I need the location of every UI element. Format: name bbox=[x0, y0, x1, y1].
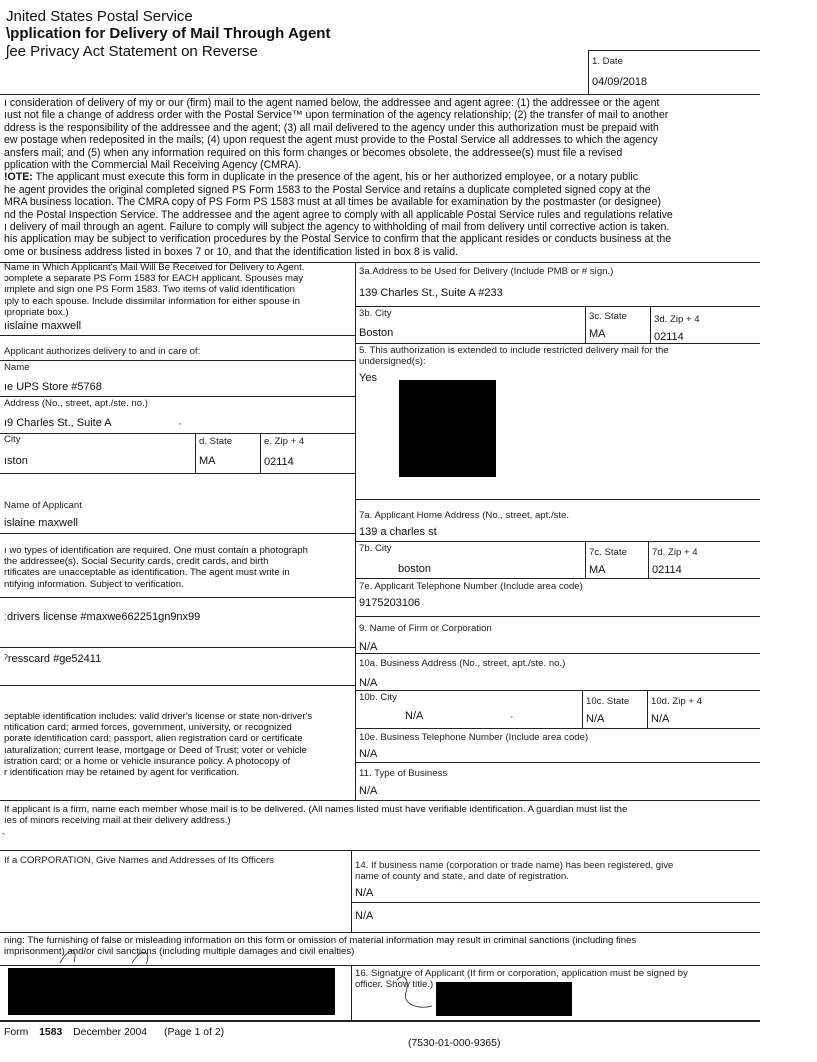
box5-label-line2: undersigned(s): bbox=[359, 356, 426, 367]
agent-zip-label: e. Zip + 4 bbox=[264, 436, 305, 447]
box10b-label: 10b. City bbox=[359, 692, 397, 703]
agent-name-field[interactable]: ıe UPS Store #5768 bbox=[4, 381, 102, 393]
business-zip-field[interactable]: N/A bbox=[651, 713, 670, 725]
box2-instructions: Name in Which Applicant's Mail Will Be Received for Delivery to Agent. ɔomplete a separate PS Form 1583 for EACH applicant. Spouses may ımplete and sign one PS Form 1583. Two items of valid identification ıply to each spouse. Include dissimilar information for either spouse in ıpropriate box.) bbox=[4, 262, 305, 318]
stray-dot: · bbox=[510, 711, 514, 723]
date-field[interactable]: 04/09/2018 bbox=[592, 76, 648, 88]
business-address-field[interactable]: N/A bbox=[359, 677, 378, 689]
agent-state-label: d. State bbox=[199, 436, 233, 447]
home-city-field[interactable]: boston bbox=[398, 563, 432, 575]
box3d-label: 3d. Zip + 4 bbox=[654, 314, 700, 325]
form-title: \pplication for Delivery of Mail Through Agent bbox=[6, 25, 331, 42]
id-instructions: ı wo types of identification are required. One must contain a photograph the addressee(s). Social Security cards, credit cards, and birth rtificates are unacceptable as identification. The agent must write in ntifying information. Subject to verification. bbox=[4, 545, 308, 590]
box14-label-line1: 14. If business name (corporation or trade name) has been registered, give bbox=[355, 860, 674, 871]
note-label: !OTE: bbox=[4, 171, 33, 184]
box12-text: If applicant is a firm, name each member whose mail is to be delivered. (All names listed must have verifiable identification. A guardian must list the ıes of minors receiving mail at their delivery address.) bbox=[4, 804, 628, 827]
box13-label: If a CORPORATION, Give Names and Addresses of Its Officers bbox=[4, 855, 274, 866]
delivery-address-field[interactable]: 139 Charles St., Suite A #233 bbox=[359, 287, 503, 299]
delivery-zip-field[interactable]: 02114 bbox=[654, 331, 684, 343]
box7c-label: 7c. State bbox=[589, 547, 627, 558]
agent-zip-field[interactable]: 02114 bbox=[264, 456, 294, 468]
business-state-field[interactable]: N/A bbox=[586, 713, 605, 725]
business-type-field[interactable]: N/A bbox=[359, 785, 378, 797]
box5-label-line1: 5. This authorization is extended to include restricted delivery mail for the bbox=[359, 345, 669, 356]
box3b-label: 3b. City bbox=[359, 308, 392, 319]
box7a-label: 7a. Applicant Home Address (No., street, apt./ste. bbox=[359, 510, 570, 521]
registration-field[interactable]: N/A bbox=[355, 887, 374, 899]
agent-city-label: City bbox=[4, 434, 21, 445]
box9-label: 9. Name of Firm or Corporation bbox=[359, 623, 492, 634]
box16-label-line1: 16. Signature of Applicant (If firm or corporation, application must be signed by bbox=[355, 968, 688, 979]
date-label: 1. Date bbox=[592, 56, 623, 67]
business-city-field[interactable]: N/A bbox=[405, 710, 424, 722]
acceptable-id-text: ɔeptable identification includes: valid driver's license or state non-driver's ntification card; armed forces, government, university, or recognized porate identification card; passport, alien registration card or certificate ıaturalization; current lease, mortgage or Deed of Trust; voter or vehicle istration card; or a home or vehicle insurance policy. A photocopy of r identification may be retained by agent for verification. bbox=[4, 711, 313, 779]
id2-field[interactable]: ˀresscard #ge52411 bbox=[4, 653, 102, 665]
restricted-delivery-field[interactable]: Yes bbox=[359, 372, 377, 384]
home-address-field[interactable]: 139 a charles st bbox=[359, 526, 437, 538]
intro-paragraph: ı consideration of delivery of my or our (firm) mail to the agent named below, the addressee and agent agree: (1) the addressee or the agent ıust not file a change of address order with the Postal Service™ upon termination of the agency relationship; (2) the transfer of mail to another ddress is the responsibility of the addressee and the agent; (3) all mail delivered to the agency under this authorization must be prepaid with ew postage when redeposited in the mails; (4) upon request the agent must provide to the Postal Service all addresses to which the agency ansfers mail; and (5) when any information required on this form changes or becomes obsolete, the addressee(s) must file a revised pplication with the Commercial Mail Receiving Agency (CMRA). !OTE: The applicant must execute this form in duplicate in the presence of the agent, his or her authorized employee, or a notary public he agent provides the original completed signed PS Form 1583 to the Postal Service and retains a duplicate completed signed copy at the MRA business location. The CMRA copy of PS Form PS 1583 must at all times be available for examination by the postmaster (or designee) nd the Postal Inspection Service. The addressee and the agent agree to comply with all applicable Postal Service rules and regulations relative ı delivery of mail through an agent. Failure to comply will subject the agency to withholding of mail from delivery until corrective action is taken. his application may be subject to verification procedures by the Postal Service to confirm that the applicant resides or conducts business at the ome or business address listed in boxes 7 or 10, and that the identification listed in box 8 is valid. bbox=[4, 97, 673, 258]
home-zip-field[interactable]: 02114 bbox=[652, 564, 682, 576]
home-state-field[interactable]: MA bbox=[589, 564, 606, 576]
delivery-state-field[interactable]: MA bbox=[589, 328, 606, 340]
agent-address-field[interactable]: ı9 Charles St., Suite A bbox=[4, 417, 112, 429]
delivery-city-field[interactable]: Boston bbox=[359, 327, 394, 339]
box11-label: 11. Type of Business bbox=[359, 768, 448, 779]
box10a-label: 10a. Business Address (No., street, apt./ste. no.) bbox=[359, 658, 566, 669]
registration-field-2[interactable]: N/A bbox=[355, 910, 374, 922]
box7d-label: 7d. Zip + 4 bbox=[652, 547, 698, 558]
org-name: Jnited States Postal Service bbox=[6, 8, 193, 25]
box4-label: Applicant authorizes delivery to and in care of: bbox=[4, 346, 201, 357]
firm-name-field[interactable]: N/A bbox=[359, 641, 378, 653]
agent-name-label: Name bbox=[4, 362, 30, 373]
id1-field[interactable]: ːdrivers license #maxwe662251gn9nx99 bbox=[4, 611, 201, 623]
agent-address-label: Address (No., street, apt./ste. no.) bbox=[4, 398, 148, 409]
box3c-label: 3c. State bbox=[589, 311, 627, 322]
box7e-label: 7e. Applicant Telephone Number (Include area code) bbox=[359, 581, 583, 592]
box3a-label: 3a.Address to be Used for Delivery (Include PMB or # sign.) bbox=[359, 266, 614, 277]
psn-number: (7530-01-000-9365) bbox=[408, 1038, 501, 1049]
business-phone-field[interactable]: N/A bbox=[359, 748, 378, 760]
warning-text: ning: The furnishing of false or misleading information on this form or omission of material information may result in criminal sanctions (including fines imprisonment) and/or civil sanctions (including multiple damages and civil enalties) bbox=[4, 935, 637, 958]
agent-city-field[interactable]: ıston bbox=[4, 455, 28, 467]
box16-label-line2: officer. Show title.) bbox=[355, 979, 434, 990]
stray-tick: ` bbox=[2, 832, 6, 843]
applicant-name-label: Name of Applicant bbox=[4, 500, 82, 511]
box10e-label: 10e. Business Telephone Number (Include area code) bbox=[359, 732, 589, 743]
privacy-note: ʃee Privacy Act Statement on Reverse bbox=[6, 43, 258, 60]
box10c-label: 10c. State bbox=[586, 696, 630, 707]
box10d-label: 10d. Zip + 4 bbox=[651, 696, 702, 707]
stray-mark: · bbox=[178, 418, 182, 430]
mail-name-field[interactable]: ıislaine maxwell bbox=[4, 320, 82, 332]
applicant-phone-field[interactable]: 9175203106 bbox=[359, 597, 421, 609]
box7b-label: 7b. City bbox=[359, 543, 392, 554]
agent-state-field[interactable]: MA bbox=[199, 455, 216, 467]
applicant-name-field[interactable]: islaine maxwell bbox=[4, 517, 78, 529]
box14-label-line2: name of county and state, and date of registration. bbox=[355, 871, 569, 882]
form-footer: Form 1583 December 2004 (Page 1 of 2) bbox=[4, 1027, 225, 1038]
